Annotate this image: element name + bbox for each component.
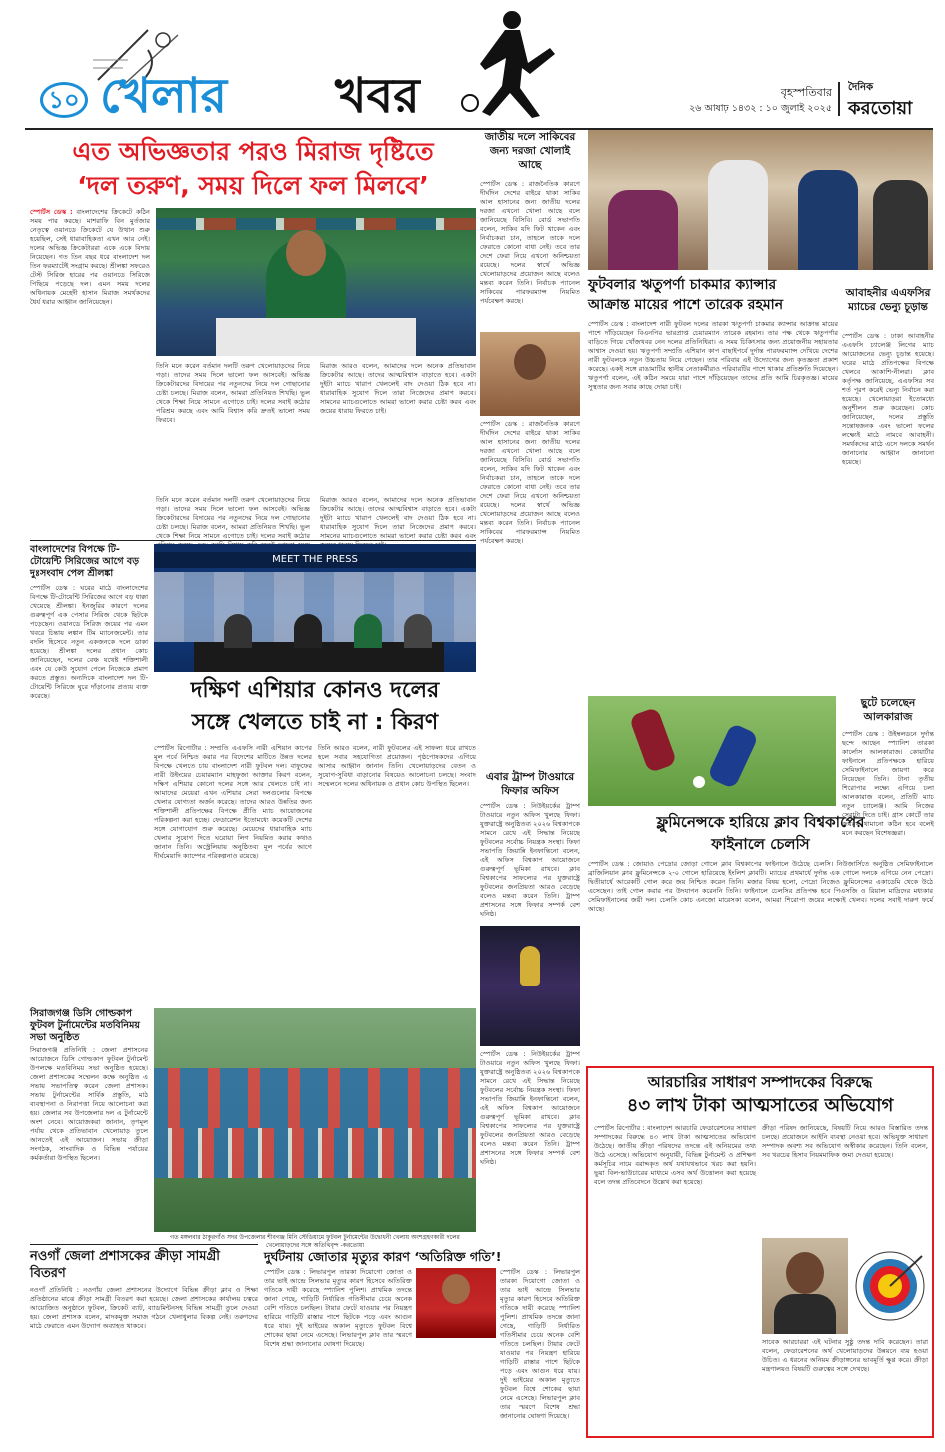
archery-title-line2: ৪৩ লাখ টাকা আত্মসাতের অভিযোগ (626, 1095, 894, 1116)
lead-body-col1-cont: তিনি মনে করেন বর্তমান দলটি তরুণ খেলোয়াড়দের নিয়ে গড়া। তাদের সময় দিলে ভালো ফল আসবেই। অভিজ্ঞ ক্রিকেটারদের বিদায়ের পর নতুনদের নিয়ে দল গোছানোর চেষ্টা চলছে। মিরাজ বলেন, আমরা প্রতিনিয়ত শিখছি। ভুল থেকে শিক্ষা নিয়ে সামনে এগোতে চাই। দলের সবাই কঠোর (156, 496, 310, 540)
abahani-title: আবাহনীর এএফসির ম্যাচের ভেন্যু চূড়ান্ত (845, 287, 931, 313)
press-conference-photo: MEET THE PRESS (154, 544, 476, 672)
naogaon-title: নওগাঁ জেলা প্রশাসকের ক্রীড়া সামগ্রী বিতরণ (30, 1249, 220, 1281)
kiron-body2: তিনি আরও বলেন, নারী ফুটবলের এই সাফল্য ধরে রাখতে হলে সবার সহযোগিতা প্রয়োজন। পৃষ্ঠপোষকদের এগিয়ে আসার আহ্বান জানান তিনি। খেলোয়াড়দের বেতন ও সুযোগ-সুবিধা বাড়ানোর বিষয়েও আলোচনা চলছে। সংবাদ সম্মেলনে দলের অধিনায়ক ও প্রধান কোচ উপস্থিত ছিলেন। (318, 744, 476, 788)
chelsea-title-line2: ফাইনালে চেলসি (711, 835, 810, 853)
jatiyo-body-cont: স্পোর্টস ডেস্ক : রাজনৈতিক কারণে দীর্ঘদিন দেশের বাইরে থাকা সাকিব আল হাসানের জন্য জাতীয় দলের দরজা এখনো খোলা আছে বলে জানিয়েছে বিসিবি। বোর্ড সভাপতি বলেন, সাকিব যদি ফিট থাকেন এবং নির্বাচকরা চান, তাহলে তাকে দলে ফেরাতে কোনো বাধা নেই। তবে তার দেশে ফেরা নিয়ে এখনো অনিশ্চয়তা রয়েছে। দলের স্বার্থে অভিজ্ঞ খেলোয়াড়দের প্রয়োজন আছে বলেও মন্তব্য করেন তিনি। নির্বাচক প্যানেল সাকিবের পারফরম্যান্স নিয়মিত পর্যবেক্ষণ করছে। (480, 420, 580, 545)
jatiyo-body: স্পোর্টস ডেস্ক : রাজনৈতিক কারণে দীর্ঘদিন দেশের বাইরে থাকা সাকিব আল হাসানের জন্য জাতীয় দলের দরজা এখনো খোলা আছে বলে জানিয়েছে বিসিবি। বোর্ড সভাপতি বলেন, সাকিব যদি ফিট থাকেন এবং নির্বাচকরা চান, তাহলে তাকে দলে ফেরাতে কোনো বাধা নেই। তবে তার দেশে ফেরা নিয়ে এখনো অনিশ্চয়তা রয়েছে। দলের স্বার্থে অভিজ্ঞ খেলোয়াড়দের প্রয়োজন আছে বলেও মন্তব্য করেন তিনি। নির্বাচক প্যানেল সাকিবের পারফরম্যান্স নিয়মিত পর্যবেক্ষণ করছে। (480, 180, 580, 305)
lead-body-col2: তিনি মনে করেন বর্তমান দলটি তরুণ খেলোয়াড়দের নিয়ে গড়া। তাদের সময় দিলে ভালো ফল আসবেই। অভিজ্ঞ ক্রিকেটারদের বিদায়ের পর নতুনদের নিয়ে দল গোছানোর চেষ্টা চলছে। মিরাজ বলেন, আমরা প্রতিনিয়ত শিখছি। ভুল থেকে শিক্ষা নিয়ে সামনে এগোতে চাই। দলের সবাই কঠোর পরিশ্রম করছে এবং আমি বিশ্বাস করি দ্রুতই ভালো সময় ফিরবে। (156, 362, 310, 424)
tarek-title-line2: আক্রান্ত মায়ের পাশে তারেক রহমান (588, 297, 784, 313)
alcaraz-body: স্পোর্টস ডেস্ক : উইম্বলডনে দুর্দান্ত ছন্দে আছেন স্প্যানিশ তারকা কার্লোস আলকারাজ। কোয়ার্টার ফাইনালে প্রতিপক্ষকে হারিয়ে সেমিফাইনালে জায়গা করে নিয়েছেন তিনি। টানা তৃতীয় শিরোপার লক্ষ্যে এগিয়ে চলা আলকারাজ বলেন, প্রতিটি ম্যাচ নতুন চ্যালেঞ্জ। আমি নিজের সেরাটা দিতে চাই। গ্রাস কোর্টে তার জয়রথ থামানো কঠিন হবে বলেই মনে করছেন বিশেষজ্ঞরা। (842, 730, 934, 837)
naogaon-body: নওগাঁ প্রতিনিধি : নওগাঁয় জেলা প্রশাসনের উদ্যোগে বিভিন্ন ক্রীড়া ক্লাব ও শিক্ষা প্রতিষ্ঠানের মাঝে ক্রীড়া সামগ্রী বিতরণ করা হয়েছে। জেলা প্রশাসকের কার্যালয় চত্বরে আয়োজিত অনুষ্ঠানে ফুটবল, ক্রিকেট ব্যাট, ব্যাডমিন্টনসহ বিভিন্ন সামগ্রী তুলে দেওয়া হয়। জেলা প্রশাসক বলেন, মাদকমুক্ত সমাজ গঠনে খেলাধুলার বিকল্প নেই। তরুণদের মাঠে ফেরাতে এমন উদ্যোগ অব্যাহত থাকবে। (30, 1286, 258, 1330)
naogaon-rule (30, 1244, 258, 1245)
lead-title: ‘দল তরুণ, সময় দিলে ফল মিলবে’ (77, 171, 429, 200)
abahani-body: স্পোর্টস ডেস্ক : ঢাকা আবাহনীর এএফসি চ্যালেঞ্জ লিগের ম্যাচ আয়োজনের ভেন্যু চূড়ান্ত হয়েছে। ঘরের মাঠে প্রতিপক্ষের বিপক্ষে খেলবে আকাশি-নীলরা। ক্লাব কর্তৃপক্ষ জানিয়েছে, এএফসির সব শর্ত পূরণ করেই ভেন্যু নির্বাচন করা হয়েছে। খেলোয়াড়রা ইতোমধ্যে অনুশীলন শুরু করেছেন। কোচ জানিয়েছেন, দলের প্রস্তুতি সন্তোষজনক এবং ভালো ফলের লক্ষ্যেই মাঠে নামবে আবাহনী। সমর্থকদের মাঠে এসে দলকে সমর্থন জানানোর আহ্বান জানানো হয়েছে। (842, 332, 934, 466)
chelsea-body: স্পোর্টস ডেস্ক : জোয়াও পেদ্রোর জোড়া গোলে ক্লাব বিশ্বকাপের ফাইনালে উঠেছে চেলসি। নিউজার্সিতে অনুষ্ঠিত সেমিফাইনালে ব্রাজিলিয়ান ক্লাব ফ্লুমিনেন্সকে ২-০ গোলে হারিয়েছে ইংলিশ ক্লাবটি। ম্যাচের প্রথমার্ধে দুর্দান্ত এক গোলে দলকে এগিয়ে নেন পেদ্রো। দ্বিতীয়ার্ধে আরেকটি গোল করে জয় নিশ্চিত করেন তিনি। মজার বিষয় হলো, পেদ্রো নিজেও ফ্লুমিনেন্সের একাডেমি থেকে উঠে এসেছেন। তাই গোল করার পর উদযাপন করেননি তিনি। ফাইনালে চেলসির প্রতিপক্ষ হবে পিএসজি ও রিয়াল মাদ্রিদের মধ্যকার সেমিফাইনালের জয়ী দল। চেলসি কোচ এনজো মারেসকা বলেন, আমরা শিরোপা জয়ের লক্ষ্যেই খেলব। দলের সবাই দারুণ ফর্মে আছে। (588, 860, 933, 913)
sirajganj-title: সিরাজগঞ্জ ডিসি গোল্ডকাপ ফুটবল টুর্নামেন্টের মতবিনিময় সভা অনুষ্ঠিত (30, 1008, 140, 1043)
jota-photo (416, 1268, 496, 1338)
general-secretary-photo (762, 1238, 848, 1334)
kiron-title-line1: দক্ষিণ এশিয়ার কোনও দলের (190, 678, 440, 703)
paper-name: করতোয়া (848, 98, 913, 119)
lead-kicker: এত অভিজ্ঞতার পরও মিরাজ দৃষ্টিতে (72, 137, 434, 166)
footballer-silhouette-icon (450, 8, 570, 120)
masthead-divider (838, 82, 840, 116)
diogo-title: দুর্ঘটনায় জোতার মৃত্যুর কারণ ‘অতিরিক্ত গতি’! (264, 1249, 502, 1264)
paper-name-small: দৈনিক (848, 82, 874, 93)
chelsea-title-line1: ফ্লুমিনেন্সকে হারিয়ে ক্লাব বিশ্বকাপের (656, 813, 865, 831)
trump-body-cont: স্পোর্টস ডেস্ক : নিউইয়র্কের ট্রাম্প টাওয়ারে নতুন অফিস খুলছে ফিফা। যুক্তরাষ্ট্রে অনুষ্ঠিতব্য ২০২৬ বিশ্বকাপকে সামনে রেখে এই সিদ্ধান্ত নিয়েছে ফুটবলের সর্বোচ্চ নিয়ন্ত্রক সংস্থা। ফিফা সভাপতি জিয়ান্নি ইনফান্তিনো বলেন, এই অফিস বিশ্বকাপ আয়োজনে গুরুত্বপূর্ণ ভূমিকা রাখবে। ক্লাব বিশ্বকাপের সাফল্যের পর যুক্তরাষ্ট্রে ফুটবলের জনপ্রিয়তা আরও বেড়েছে বলেও মন্তব্য করেন তিনি। ট্রাম্প প্রশাসনের সঙ্গে ফিফার সম্পর্ক বেশ ঘনিষ্ঠ। (480, 1050, 580, 1166)
tarek-title-line1: ফুটবলার ঋতুপর্ণা চাকমার ক্যান্সার (588, 277, 777, 293)
lead-body-col3-cont: মিরাজ আরও বলেন, আমাদের দলে অনেক প্রতিভাবান ক্রিকেটার আছে। তাদের আত্মবিশ্বাস বাড়াতে হবে। একটা দুইটা ম্যাচে খারাপ খেললেই বাদ দেওয়া ঠিক হবে না। ধারাবাহিক সুযোগ দিলে তারা নিজেদের প্রমাণ করবে। সামনের ম্যাচগুলোতে আমরা ভালো করার চেষ্টা করব এবং (320, 496, 476, 540)
masthead (0, 0, 945, 130)
srilanka-title: বাংলাদেশের বিপক্ষে টি-টোয়েন্টি সিরিজের আগে বড় দুঃসংবাদ পেল শ্রীলঙ্কা (30, 544, 139, 579)
masthead-title-part1: খেলার (100, 68, 228, 124)
lead-body-col3: মিরাজ আরও বলেন, আমাদের দলে অনেক প্রতিভাবান ক্রিকেটার আছে। তাদের আত্মবিশ্বাস বাড়াতে হবে। একটা দুইটা ম্যাচে খারাপ খেললেই বাদ দেওয়া ঠিক হবে না। ধারাবাহিক সুযোগ দিলে তারা নিজেদের প্রমাণ করবে। সামনের ম্যাচগুলোতে আমরা ভালো করার চেষ্টা করব এবং জয়ের ধারায় ফিরতে চাই। (320, 362, 476, 415)
page-number: ১০ (40, 82, 88, 118)
kiron-title-line2: সঙ্গে খেলতে চাই না : কিরণ (191, 710, 439, 735)
shakib-photo (480, 332, 580, 416)
srilanka-body: স্পোর্টস ডেস্ক : ঘরের মাঠে বাংলাদেশের বিপক্ষে টি-টোয়েন্টি সিরিজের আগে বড় ধাক্কা খেয়েছে শ্রীলঙ্কা। ইনজুরির কারণে দলের গুরুত্বপূর্ণ এক পেসার সিরিজ থেকে ছিটকে পড়েছেন। ওয়ানডে সিরিজ জয়ের পর এমন খবরে চিন্তায় লঙ্কান টিম ম্যানেজমেন্ট। তার বদলি হিসেবে নতুন একজনকে দলে ডাকা হয়েছে। শ্রীলঙ্কা দলের প্রধান কোচ জানিয়েছেন, দলের বেঞ্চ যথেষ্ট শক্তিশালী এবং যে কেউ সুযোগ পেলে নিজেকে প্রমাণ করতে প্রস্তুত। অন্যদিকে বাংলাদেশ দল টি-টোয়েন্টি সিরিজে ঘুরে দাঁড়ানোর প্রত্যয় ব্যক্ত করেছে। (30, 584, 148, 700)
chelsea-match-photo (588, 696, 836, 806)
trump-body: স্পোর্টস ডেস্ক : নিউইয়র্কের ট্রাম্প টাওয়ারে নতুন অফিস খুলছে ফিফা। যুক্তরাষ্ট্রে অনুষ্ঠিতব্য ২০২৬ বিশ্বকাপকে সামনে রেখে এই সিদ্ধান্ত নিয়েছে ফুটবলের সর্বোচ্চ নিয়ন্ত্রক সংস্থা। ফিফা সভাপতি জিয়ান্নি ইনফান্তিনো বলেন, এই অফিস বিশ্বকাপ আয়োজনে গুরুত্বপূর্ণ ভূমিকা রাখবে। ক্লাব বিশ্বকাপের সাফল্যের পর যুক্তরাষ্ট্রে ফুটবলের জনপ্রিয়তা আরও বেড়েছে বলেও মন্তব্য করেন তিনি। ট্রাম্প প্রশাসনের সঙ্গে ফিফার সম্পর্ক বেশ ঘনিষ্ঠ। (480, 802, 580, 918)
diogo-body-cont: স্পোর্টস ডেস্ক : লিভারপুল তারকা দিয়োগো জোতা ও তার ভাই আন্দ্রে সিলভার মৃত্যুর কারণ হিসেবে অতিরিক্ত গতিকে দায়ী করেছে স্প্যানিশ পুলিশ। প্রাথমিক তদন্তে জানা গেছে, গাড়িটি নির্ধারিত গতিসীমার চেয়ে অনেক বেশি গতিতে চলছিল। টায়ার ফেটে যাওয়ার পর নিয়ন্ত্রণ হারিয়ে গাড়িটি রাস্তার পাশে ছিটকে পড়ে এবং আগুন ধরে যায়। দুই ভাইয়ের অকাল মৃত্যুতে ফুটবল বিশ্বে শোকের ছায়া নেমে এসেছে। লিভারপুল ক্লাব তার স্মরণে বিশেষ শ্রদ্ধা জানানোর ঘোষণা দিয়েছে। (500, 1268, 580, 1420)
archery-body: স্পোর্টস রিপোর্টার : বাংলাদেশ আরচারি ফেডারেশনের সাধারণ সম্পাদকের বিরুদ্ধে ৪৩ লাখ টাকা আত্মসাতের অভিযোগ উঠেছে। জাতীয় ক্রীড়া পরিষদের তদন্তে এই অনিয়মের তথ্য উঠে এসেছে। অভিযোগ অনুযায়ী, বিভিন্ন টুর্নামেন্ট ও প্রশিক্ষণ কর্মসূচির নামে বরাদ্দকৃত অর্থ যথাযথভাবে খরচ করা হয়নি। ভুয়া বিল-ভাউচারের মাধ্যমে এসব অর্থ উত্তোলন করা হয়েছে বলে তদন্ত প্রতিবেদনে উল্লেখ করা হয়েছে। (594, 1124, 756, 1186)
fifa-club-world-cup-photo (480, 926, 580, 1046)
archery-title-line1: আরচারির সাধারণ সম্পাদকের বিরুদ্ধে (647, 1073, 873, 1091)
archery-body3: সাবেক আরচাররা এই ঘটনার সুষ্ঠু তদন্ত দাবি করেছেন। তারা বলেন, ফেডারেশনের অর্থ খেলোয়াড়দের উন্নয়নে ব্যয় হওয়া উচিত। এ ধরনের অনিয়ম ক্রীড়াঙ্গনের ভাবমূর্তি ক্ষুণ্ণ করে। ক্রীড়া মন্ত্রণালয়ও বিষয়টি গুরুত্বের সঙ্গে দেখছে। (762, 1338, 928, 1373)
miraj-press-photo (156, 208, 476, 356)
day-label: বৃহস্পতিবার (780, 86, 832, 99)
archery-target-icon (852, 1238, 928, 1334)
lead-rule (30, 540, 476, 541)
diogo-body: স্পোর্টস ডেস্ক : লিভারপুল তারকা দিয়োগো জোতা ও তার ভাই আন্দ্রে সিলভার মৃত্যুর কারণ হিসেবে অতিরিক্ত গতিকে দায়ী করেছে স্প্যানিশ পুলিশ। প্রাথমিক তদন্তে জানা গেছে, গাড়িটি নির্ধারিত গতিসীমার চেয়ে অনেক বেশি গতিতে চলছিল। টায়ার ফেটে যাওয়ার পর নিয়ন্ত্রণ হারিয়ে গাড়িটি রাস্তার পাশে ছিটকে পড়ে এবং আগুন ধরে যায়। দুই ভাইয়ের অকাল মৃত্যুতে ফুটবল বিশ্বে শোকের ছায়া নেমে এসেছে। লিভারপুল ক্লাব তার স্মরণে বিশেষ শ্রদ্ধা জানানোর ঘোষণা দিয়েছে। (264, 1268, 412, 1348)
masthead-title-part2: খবর (335, 68, 420, 124)
tarek-body: স্পোর্টস ডেস্ক : বাংলাদেশ নারী ফুটবল দলের তারকা ঋতুপর্ণা চাকমার ক্যান্সার আক্রান্ত মায়ের পাশে দাঁড়িয়েছেন বিএনপির ভারপ্রাপ্ত চেয়ারম্যান তারেক রহমান। তার পক্ষ থেকে ঋতুপর্ণার বাড়িতে গিয়ে খোঁজখবর নেন দলের প্রতিনিধিরা। এ সময় চিকিৎসার জন্য প্রয়োজনীয় সহায়তার আশ্বাস দেওয়া হয়। ঋতুপর্ণা সম্প্রতি এশিয়ান কাপ বাছাইপর্বে দুর্দান্ত পারফরম্যান্স দেখিয়ে দেশের নারী ফুটবলকে নতুন উচ্চতায় নিয়ে গেছেন। তার পরিবার এই উদ্যোগের জন্য কৃতজ্ঞতা প্রকাশ করেছে। একই সঙ্গে রাঙামাটির স্থানীয় নেতাকর্মীরাও পরিবারটির পাশে থাকার প্রতিশ্রুতি দিয়েছেন। ঋতুপর্ণা বলেন, এই কঠিন সময়ে যারা পাশে দাঁড়িয়েছেন তাদের প্রতি আমি চিরকৃতজ্ঞ। মায়ের সুস্থতার জন্য সবার কাছে দোয়া চাই। (588, 320, 838, 391)
date-label: ২৬ আষাঢ় ১৪৩২ : ১০ জুলাই ২০২৫ (689, 103, 832, 114)
jatiyo-title: জাতীয় দলে সাকিবের জন্য দরজা খোলাই আছে (484, 131, 576, 171)
football-team-caption: গত মঙ্গলবার ঠাকুরগাঁও সদর উপজেলার শীবগঞ্জ মিনি স্টেডিয়ামে ফুটবল টুর্নামেন্টের উদ্বোধনী খেলায় অংশগ্রহণকারী দলের খেলোয়াড়দের সঙ্গে অতিথিবৃন্দ -করতোয়া (170, 1234, 460, 1249)
kiron-body: স্পোর্টস রিপোর্টার : সম্প্রতি এএফসি নারী এশিয়ান কাপের মূল পর্বে নিশ্চিত করার পর বিদেশের মাটিতে উন্নত দলের বিপক্ষে খেলতে চায় বাংলাদেশ নারী ফুটবল দল। বাফুফের নারী উইংয়ের চেয়ারম্যান মাহফুজা আক্তার কিরণ বলেন, দক্ষিণ এশিয়ার কোনো দলের সঙ্গে আর খেলতে চাই না। আমাদের মেয়েরা এখন এশিয়ার সেরা দলগুলোর বিপক্ষে খেলার যোগ্যতা অর্জন করেছে। তাদের আরও উন্নতির জন্য শক্তিশালী প্রতিপক্ষের বিপক্ষে প্রীতি ম্যাচ আয়োজনের পরিকল্পনা করা হচ্ছে। ফেডারেশন ইতোমধ্যে কয়েকটি দেশের সঙ্গে যোগাযোগ শুরু করেছে। মেয়েদের ধারাবাহিক ম্যাচ খেলার সুযোগ দিতে ঘরোয়া লিগ নিয়মিত করার কথাও জানান তিনি। অস্ট্রেলিয়ায় অনুষ্ঠিতব্য মূল পর্বের আগে দীর্ঘমেয়াদি ক্যাম্পের পরিকল্পনাও রয়েছে। (154, 744, 312, 860)
trump-title: এবার ট্রাম্প টাওয়ারে ফিফার অফিস (485, 771, 575, 797)
tarek-visit-photo (588, 130, 933, 270)
football-team-photo (154, 1008, 476, 1232)
alcaraz-title: ছুটে চলেছেন আলকারাজ (860, 697, 916, 723)
sirajganj-body: সিরাজগঞ্জ প্রতিনিধি : জেলা প্রশাসনের আয়োজনে ডিসি গোল্ডকাপ ফুটবল টুর্নামেন্ট উপলক্ষে মতবিনিময় সভা অনুষ্ঠিত হয়েছে। জেলা প্রশাসকের সম্মেলন কক্ষে অনুষ্ঠিত এ সভায় সভাপতিত্ব করেন জেলা প্রশাসক। সভায় টুর্নামেন্টের সার্বিক প্রস্তুতি, মাঠ ব্যবস্থাপনা ও নিরাপত্তা নিয়ে আলোচনা করা হয়। জেলার সব উপজেলার দল এ টুর্নামেন্টে অংশ নেবে। আয়োজকরা জানান, তৃণমূল পর্যায় থেকে প্রতিভাবান খেলোয়াড় তুলে আনতেই এই আয়োজন। সভায় ক্রীড়া সংগঠক, সাংবাদিক ও বিভিন্ন পর্যায়ের কর্মকর্তারা উপস্থিত ছিলেন। (30, 1046, 148, 1162)
lead-body-col1: স্পোর্টস ডেস্ক : বাংলাদেশের ক্রিকেটে কঠিন সময় পার করছে। মাশরাফি বিন মুর্তজার নেতৃত্বে ওয়ানডে ক্রিকেটে যে উত্থান শুরু হয়েছিল, সেই ধারাবাহিকতা এখন আর নেই। দলের অভিজ্ঞ ক্রিকেটাররা একে একে বিদায় নিয়েছেন। গত তিন বছর ধরে বাংলাদেশ দল তিন ফরম্যাটেই সংগ্রাম করছে। শ্রীলঙ্কা সফরেও টেস্ট সিরিজ হারের পর ওয়ানডে সিরিজে পিছিয়ে পড়েছে দল। এমন সময় দলের অধিনায়ক মেহেদী হাসান মিরাজ সমর্থকদের ধৈর্য ধরার আহ্বান জানিয়েছেন। (30, 208, 150, 306)
archery-body2: ক্রীড়া পরিষদ জানিয়েছে, বিষয়টি নিয়ে আরও বিস্তারিত তদন্ত চলছে। প্রয়োজনে আইনি ব্যবস্থা নেওয়া হবে। অভিযুক্ত সাধারণ সম্পাদক অবশ্য সব অভিযোগ অস্বীকার করেছেন। তিনি বলেন, সব খরচের হিসাব নিয়মমাফিক জমা দেওয়া হয়েছে। (762, 1124, 928, 1159)
